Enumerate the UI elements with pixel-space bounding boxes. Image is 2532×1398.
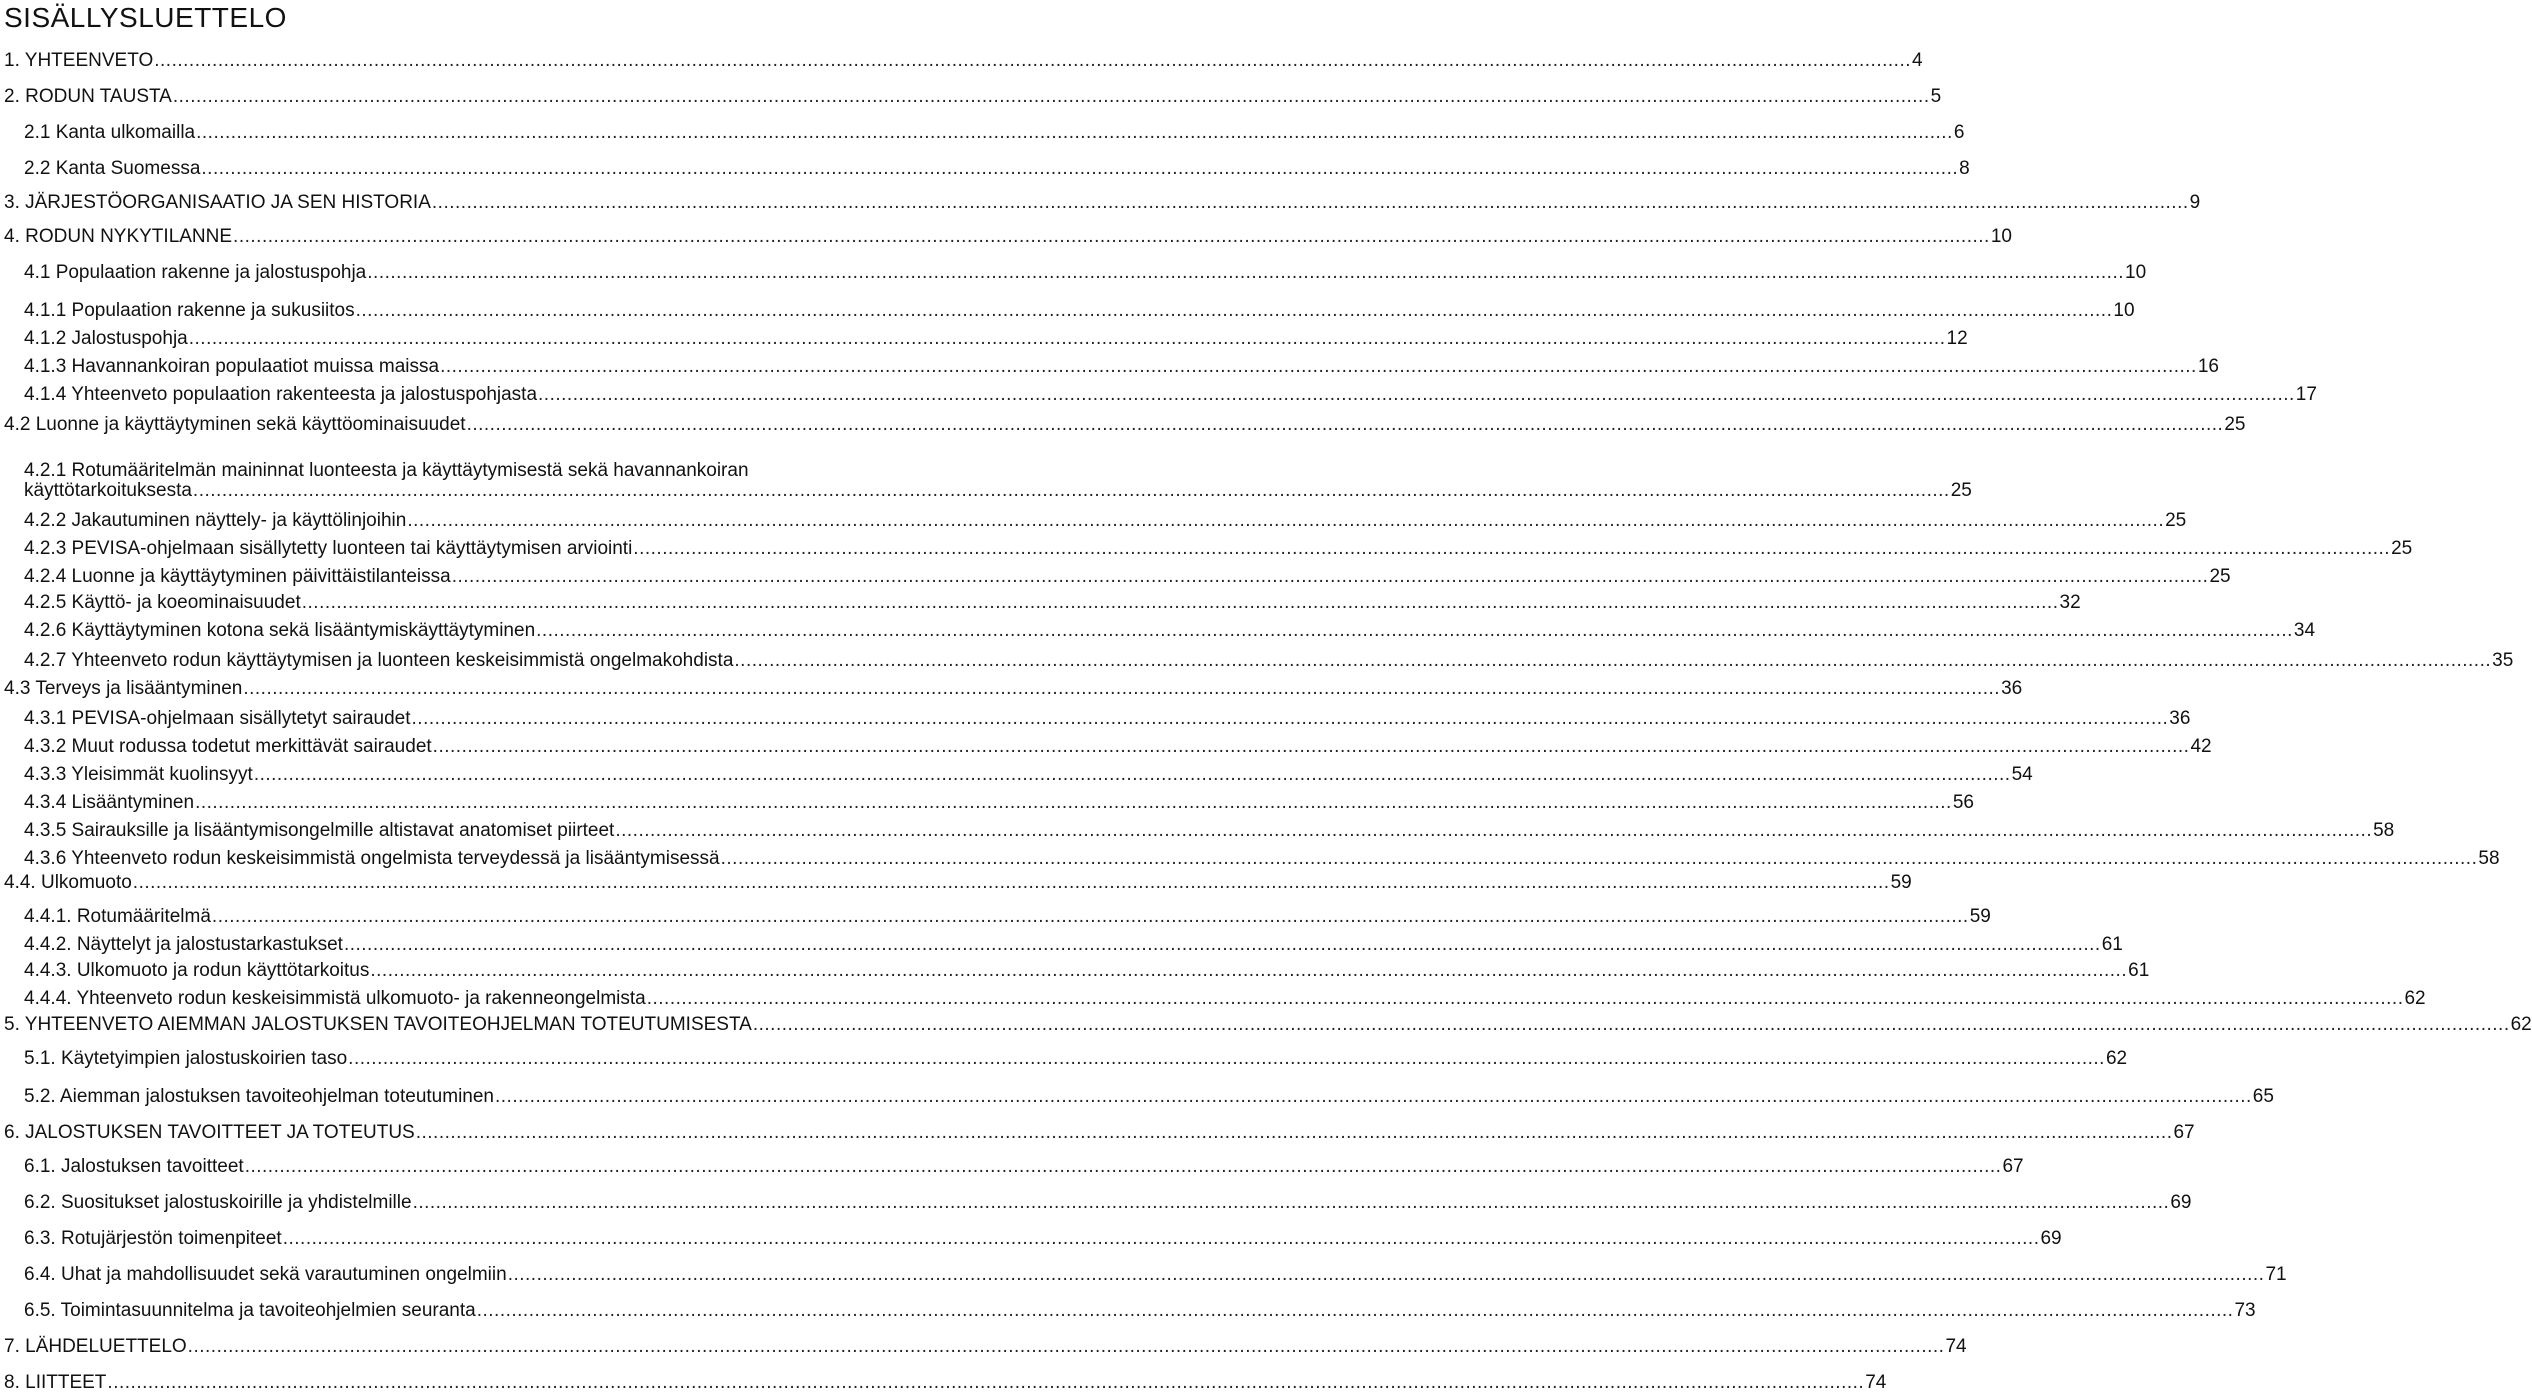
toc-entry[interactable]	[24, 566, 2231, 588]
toc-entry[interactable]	[24, 620, 2316, 642]
toc-entry[interactable]	[24, 122, 1965, 144]
toc-entry[interactable]	[24, 300, 2135, 322]
toc-page-number: 16	[2197, 356, 2219, 377]
toc-page-number: 4	[1912, 50, 1923, 71]
toc-page-number: 67	[2002, 1156, 2024, 1177]
toc-page-number: 42	[2190, 736, 2212, 757]
toc-entry[interactable]	[24, 1264, 2287, 1286]
toc-entry-title: 7. LÄHDELUETTELO	[4, 1336, 187, 1357]
dot-leader	[369, 960, 2128, 982]
dot-leader	[537, 384, 2296, 406]
dot-leader	[153, 50, 1912, 72]
dot-leader	[211, 906, 1970, 928]
dot-leader	[439, 356, 2198, 378]
toc-entry-title: 4.2.2 Jakautuminen näyttely- ja käyttölinjoihin	[24, 510, 407, 531]
toc-entry-title: 4.3.2 Muut rodussa todetut merkittävät sairaudet	[24, 736, 432, 757]
toc-page-number: 65	[2252, 1086, 2274, 1107]
toc-entry-title: 4.4.2. Näyttelyt ja jalostustarkastukset	[24, 934, 343, 955]
toc-page-number: 25	[1950, 480, 1972, 501]
toc-entry[interactable]	[24, 736, 2212, 758]
toc-entry[interactable]	[24, 708, 2191, 730]
toc-entry-title: 4.2.7 Yhteenveto rodun käyttäytymisen ja luonteen keskeisimmistä ongelmakohdista	[24, 650, 734, 671]
dot-leader	[632, 538, 2391, 560]
dot-leader	[282, 1228, 2041, 1250]
toc-entry-title: 6.4. Uhat ja mahdollisuudet sekä varautuminen ongelmiin	[24, 1264, 507, 1285]
toc-page-number: 25	[2391, 538, 2413, 559]
dot-leader	[415, 1122, 2174, 1144]
toc-entry[interactable]	[4, 50, 1923, 72]
toc-entry[interactable]	[24, 384, 2317, 406]
toc-entry[interactable]	[4, 1122, 2195, 1144]
dot-leader	[432, 736, 2191, 758]
toc-page-number: 74	[1945, 1336, 1967, 1357]
dot-leader	[192, 480, 1951, 502]
toc-entry-title: 5.2. Aiemman jalostuksen tavoiteohjelman toteutuminen	[24, 1086, 494, 1107]
toc-entry-title: 4.4.1. Rotumääritelmä	[24, 906, 211, 927]
toc-page-number: 9	[2189, 192, 2201, 213]
toc-page-number: 36	[2001, 678, 2023, 699]
toc-entry-title: 4.4. Ulkomuoto	[4, 872, 132, 893]
toc-page-number: 73	[2234, 1300, 2256, 1321]
toc-page-number: 5	[1930, 86, 1942, 107]
dot-leader	[355, 300, 2114, 322]
toc-entry-title: käyttötarkoituksesta	[24, 480, 192, 501]
dot-leader	[194, 792, 1953, 814]
toc-entry-title: 4.3.3 Yleisimmät kuolinsyyt	[24, 764, 253, 785]
dot-leader	[106, 1372, 1865, 1394]
toc-page-number: 32	[2059, 592, 2081, 613]
toc-page-number: 71	[2265, 1264, 2287, 1285]
toc-page-number: 10	[2125, 262, 2147, 283]
dot-leader	[507, 1264, 2266, 1286]
toc-page-number: 74	[1865, 1372, 1887, 1393]
toc-page-number: 25	[2209, 566, 2231, 587]
toc-entry-title: 4.2.5 Käyttö- ja koeominaisuudet	[24, 592, 301, 613]
toc-page-number: 61	[2101, 934, 2123, 955]
toc-entry[interactable]	[24, 764, 2033, 786]
dot-leader	[187, 1336, 1946, 1358]
toc-entry[interactable]	[24, 1048, 2128, 1070]
toc-entry[interactable]	[24, 538, 2413, 560]
toc-entry[interactable]	[24, 960, 2150, 982]
toc-entry-title: 2.2 Kanta Suomessa	[24, 158, 201, 179]
dot-leader	[466, 414, 2225, 436]
dot-leader	[200, 158, 1959, 180]
dot-leader	[232, 226, 1991, 248]
toc-entry-title: 2. RODUN TAUSTA	[4, 86, 172, 107]
toc-page-number: 61	[2128, 960, 2150, 981]
toc-entry-title: 6.5. Toimintasuunnitelma ja tavoiteohjelmien seuranta	[24, 1300, 476, 1321]
toc-entry[interactable]	[4, 414, 2246, 436]
toc-entry[interactable]	[24, 480, 1972, 502]
toc-entry[interactable]	[24, 158, 1970, 180]
toc-entry-title: 4.3.6 Yhteenveto rodun keskeisimmistä ongelmista terveydessä ja lisääntymisessä	[24, 848, 720, 869]
toc-entry-title: 4.2.3 PEVISA-ohjelmaan sisällytetty luonteen tai käyttäytymisen arviointi	[24, 538, 633, 559]
dot-leader	[720, 848, 2479, 870]
toc-entry[interactable]	[4, 192, 2201, 214]
toc-page-number: 59	[1890, 872, 1912, 893]
toc-page-number: 67	[2173, 1122, 2195, 1143]
toc-page-number: 69	[2040, 1228, 2062, 1249]
toc-entry[interactable]	[24, 356, 2219, 378]
toc-page-number: 62	[2105, 1048, 2128, 1069]
toc-entry-title: 8. LIITTEET	[4, 1372, 107, 1393]
toc-entry-title: 6. JALOSTUKSEN TAVOITTEET JA TOTEUTUS	[4, 1122, 415, 1143]
dot-leader	[476, 1300, 2235, 1322]
dot-leader	[301, 592, 2060, 614]
page-title: SISÄLLYSLUETTELO	[4, 2, 287, 33]
toc-entry-title: 3. JÄRJESTÖORGANISAATIO JA SEN HISTORIA	[4, 192, 431, 213]
toc-entry[interactable]	[4, 1014, 2532, 1036]
toc-entry[interactable]	[24, 934, 2123, 956]
dot-leader	[242, 678, 2001, 700]
toc-entry-title: 6.1. Jalostuksen tavoitteet	[24, 1156, 244, 1177]
dot-leader	[406, 510, 2165, 532]
toc-entry-title: 5.1. Käytetyimpien jalostuskoirien taso	[24, 1048, 348, 1069]
toc-page-number: 12	[1946, 328, 1968, 349]
toc-page-number: 58	[2478, 848, 2500, 869]
toc-page-number: 69	[2170, 1192, 2192, 1213]
dot-leader	[412, 1192, 2171, 1214]
toc-entry[interactable]	[24, 510, 2187, 532]
toc-entry-title: 4.1.4 Yhteenveto populaation rakenteesta ja jalostuspohjasta	[24, 384, 538, 405]
dot-leader	[411, 708, 2170, 730]
dot-leader	[195, 122, 1954, 144]
toc-entry-title: 5. YHTEENVETO AIEMMAN JALOSTUKSEN TAVOITEOHJELMAN TOTEUTUMISESTA	[4, 1014, 752, 1035]
toc-page-number: 62	[2510, 1014, 2532, 1035]
toc-entry[interactable]	[24, 848, 2500, 870]
toc-page-number: 6	[1953, 122, 1965, 143]
toc-page-number: 25	[2165, 510, 2187, 531]
toc-page-number: 10	[1990, 226, 2012, 247]
dot-leader	[431, 192, 2190, 214]
toc-entry-title: 6.2. Suositukset jalostuskoirille ja yhdistelmille	[24, 1192, 412, 1213]
toc-entry-title: 4.1.3 Havannankoiran populaatiot muissa maissa	[24, 356, 440, 377]
toc-page-number: 62	[2404, 988, 2426, 1009]
toc-entry-title: 4.2.4 Luonne ja käyttäytyminen päivittäistilanteissa	[24, 566, 451, 587]
dot-leader	[733, 650, 2492, 672]
toc-entry-title: 4.3.1 PEVISA-ohjelmaan sisällytetyt sairaudet	[24, 708, 411, 729]
toc-entry[interactable]	[24, 1300, 2256, 1322]
toc-entry[interactable]	[24, 592, 2081, 614]
dot-leader	[535, 620, 2294, 642]
toc-entry[interactable]	[24, 1192, 2192, 1214]
toc-entry-title: 4.2 Luonne ja käyttäytyminen sekä käyttöominaisuudet	[4, 414, 466, 435]
dot-leader	[253, 764, 2012, 786]
toc-entry[interactable]	[4, 872, 1912, 894]
toc-page-number: 34	[2293, 620, 2316, 641]
toc-page-number: 58	[2373, 820, 2395, 841]
toc-page-number: 35	[2492, 650, 2514, 671]
toc-entry[interactable]	[4, 678, 2023, 700]
toc-entry-title: 4.1 Populaation rakenne ja jalostuspohja	[24, 262, 367, 283]
toc-entry-title: 1. YHTEENVETO	[4, 50, 154, 71]
dot-leader	[366, 262, 2125, 284]
toc-entry-title: 2.1 Kanta ulkomailla	[24, 122, 196, 143]
toc-entry-title: 6.3. Rotujärjestön toimenpiteet	[24, 1228, 282, 1249]
toc-entry-title: 4.4.3. Ulkomuoto ja rodun käyttötarkoitus	[24, 960, 370, 981]
toc-entry[interactable]	[24, 820, 2395, 842]
toc-entry[interactable]	[4, 226, 2012, 248]
dot-leader	[646, 988, 2405, 1010]
toc-page-number: 54	[2011, 764, 2033, 785]
dot-leader	[132, 872, 1891, 894]
toc-entry-title: 4. RODUN NYKYTILANNE	[4, 226, 233, 247]
dot-leader	[614, 820, 2373, 842]
toc-entry[interactable]	[24, 262, 2147, 284]
toc-page-number: 17	[2295, 384, 2317, 405]
toc-entry-title: 4.1.1 Populaation rakenne ja sukusiitos	[24, 300, 355, 321]
toc-page-number: 8	[1959, 158, 1970, 179]
dot-leader	[244, 1156, 2003, 1178]
toc-page-number: 25	[2224, 414, 2246, 435]
dot-leader	[451, 566, 2210, 588]
toc-page-number: 10	[2113, 300, 2135, 321]
toc-entry-title: 4.4.4. Yhteenveto rodun keskeisimmistä ulkomuoto- ja rakenneongelmista	[24, 988, 646, 1009]
dot-leader	[752, 1014, 2511, 1036]
toc-page-number: 56	[1952, 792, 1974, 813]
toc-entry-title: 4.3.5 Sairauksille ja lisääntymisongelmille altistavat anatomiset piirteet	[24, 820, 615, 841]
toc-entry-title: 4.1.2 Jalostuspohja	[24, 328, 188, 349]
toc-page-number: 59	[1969, 906, 1991, 927]
toc-entry[interactable]	[24, 328, 1968, 350]
toc-entry[interactable]	[24, 1228, 2062, 1250]
toc-entry[interactable]	[4, 86, 1942, 108]
dot-leader	[188, 328, 1947, 350]
dot-leader	[172, 86, 1931, 108]
dot-leader	[494, 1086, 2253, 1108]
toc-entry[interactable]	[4, 1336, 1967, 1358]
dot-leader	[343, 934, 2102, 956]
toc-entry-title: 4.3.4 Lisääntyminen	[24, 792, 195, 813]
toc-entry[interactable]	[24, 988, 2426, 1010]
toc-entry[interactable]	[24, 650, 2514, 672]
toc-entry[interactable]	[24, 1156, 2024, 1178]
toc-entry-title: 4.3 Terveys ja lisääntyminen	[4, 678, 243, 699]
toc-entry[interactable]	[4, 1372, 1887, 1394]
toc-entry-title: 4.2.6 Käyttäytyminen kotona sekä lisääntymiskäyttäytyminen	[24, 620, 536, 641]
dot-leader	[347, 1048, 2106, 1070]
toc-entry[interactable]	[24, 1086, 2274, 1108]
toc-entry-line: 4.2.1 Rotumääritelmän maininnat luonteesta ja käyttäytymisestä sekä havannankoiran	[24, 460, 749, 481]
toc-page-number: 36	[2169, 708, 2191, 729]
toc-entry[interactable]	[24, 906, 1991, 928]
toc-entry[interactable]	[24, 792, 1974, 814]
